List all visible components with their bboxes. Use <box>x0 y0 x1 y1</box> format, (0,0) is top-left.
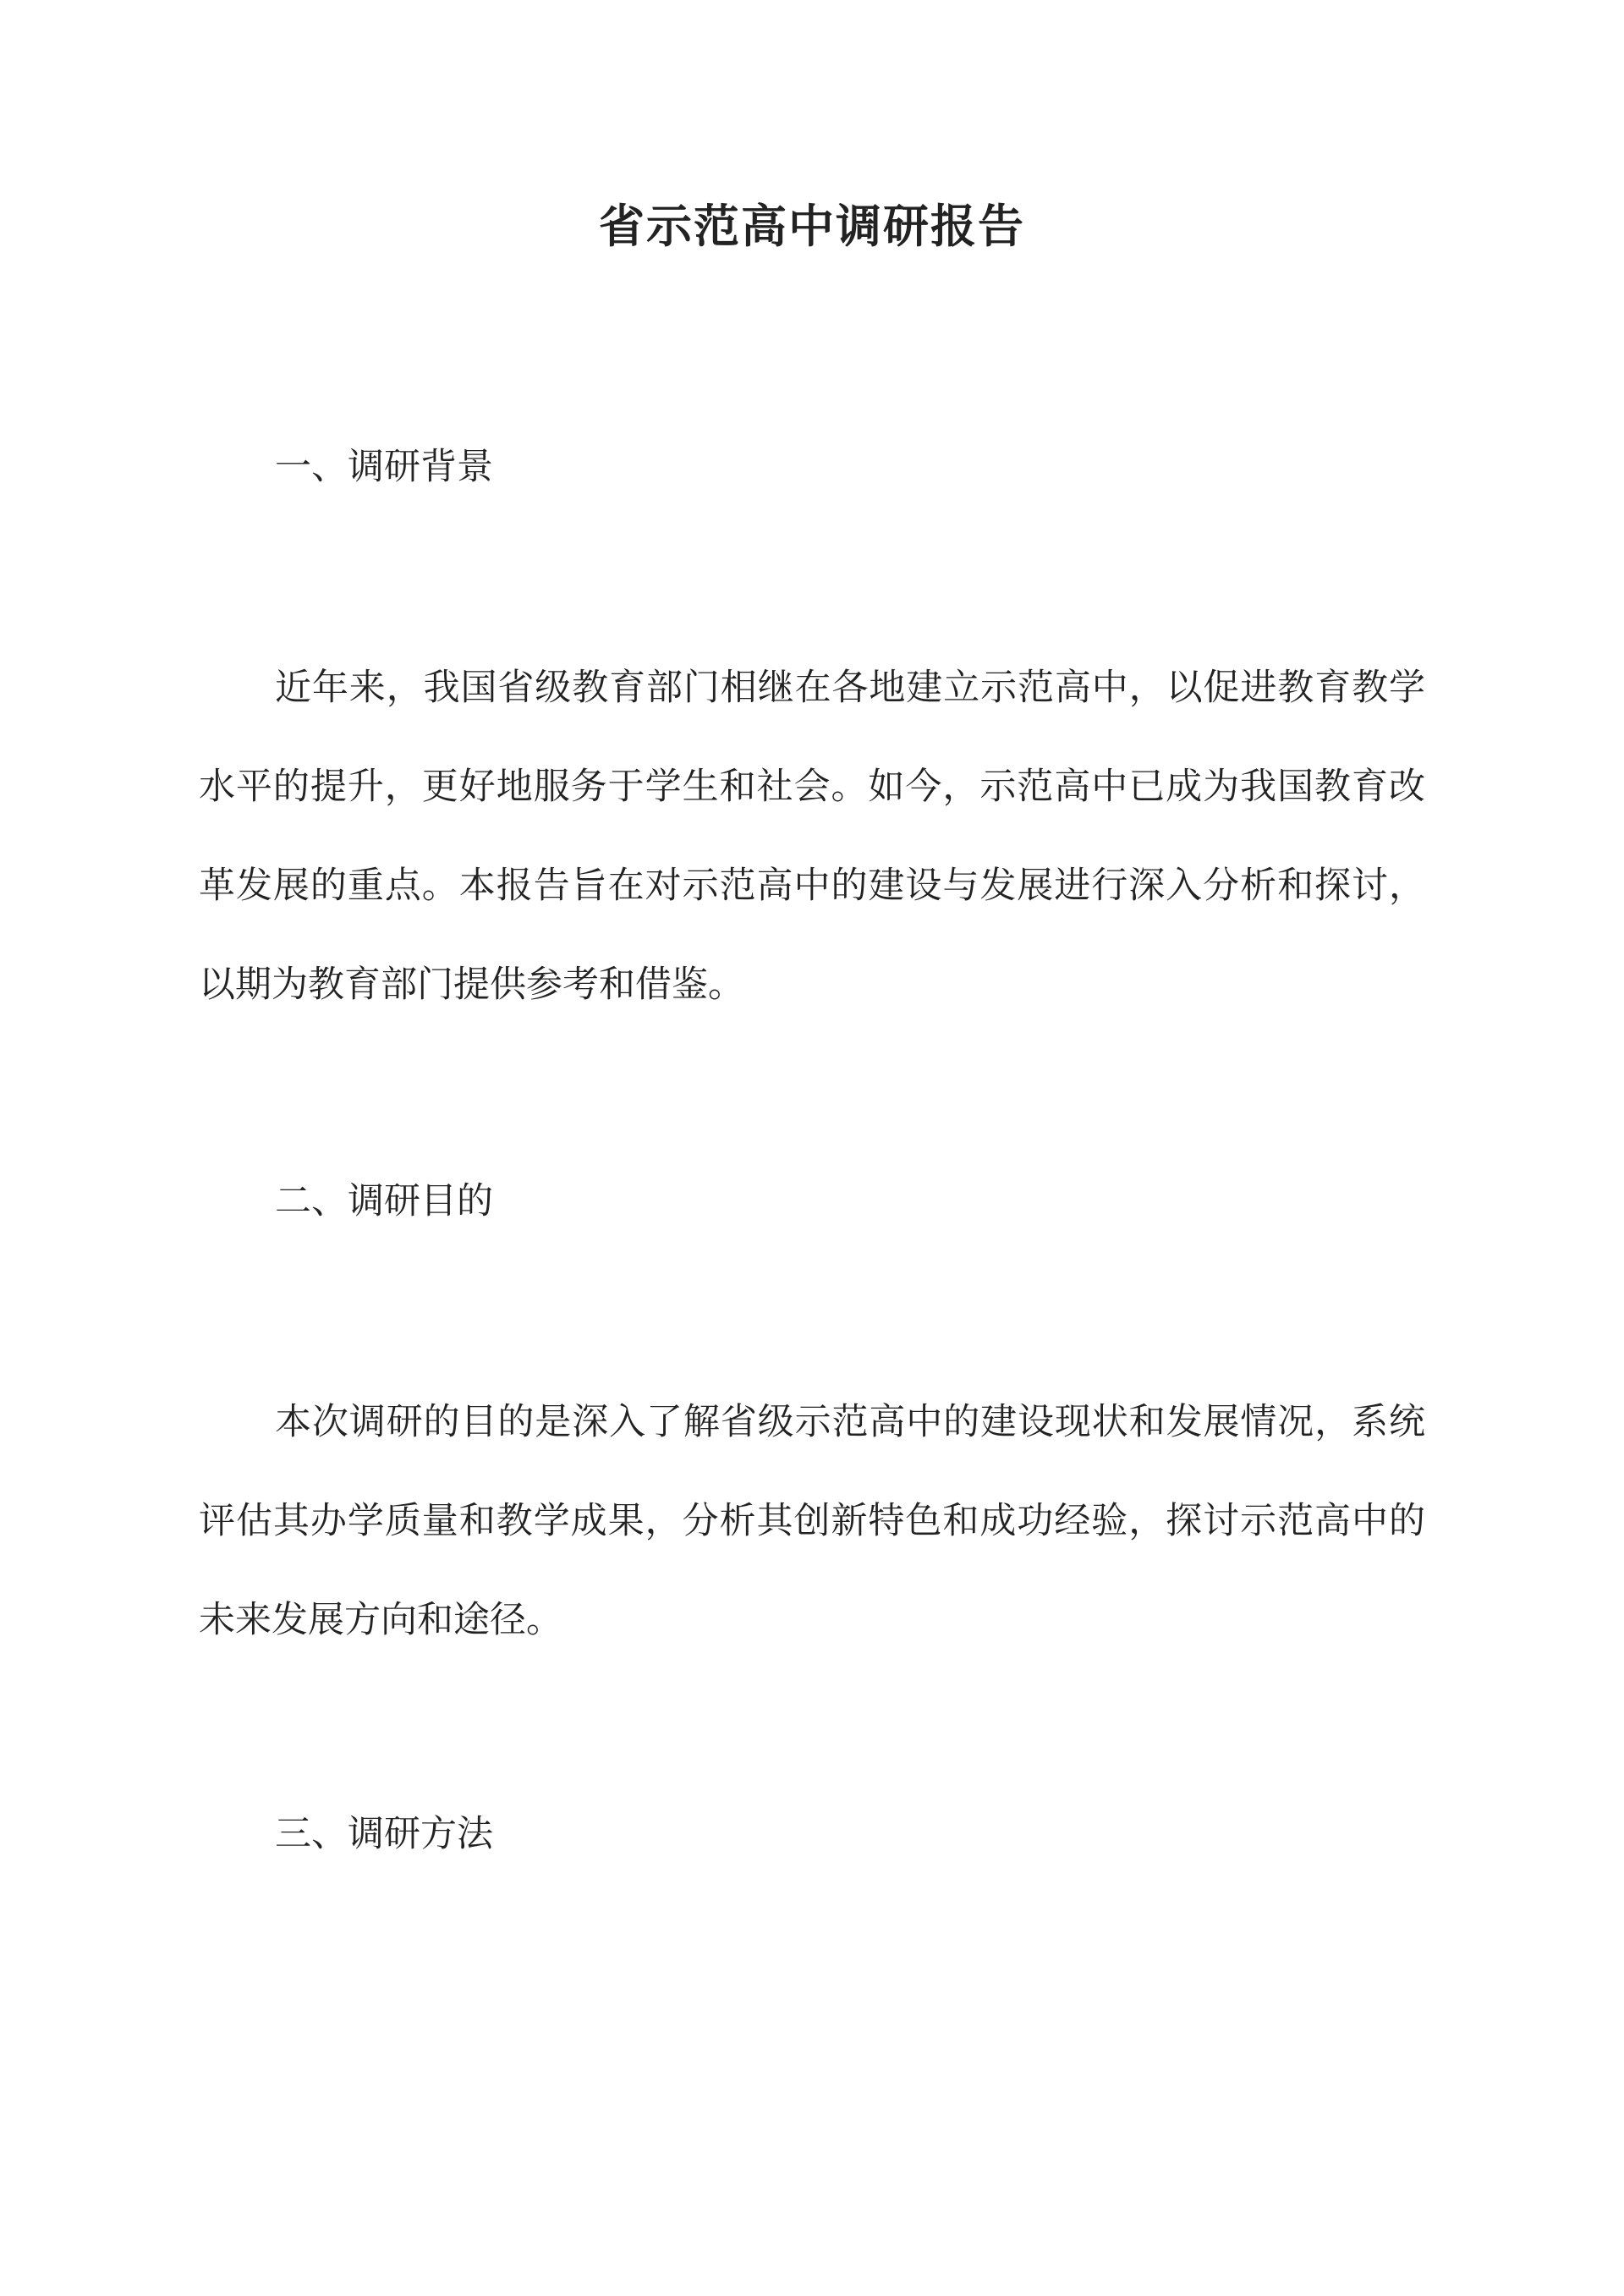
section-heading-method: 三、调研方法 <box>275 1813 493 1855</box>
document-title: 省示范高中调研报告 <box>599 200 1025 253</box>
section-heading-purpose: 二、调研目的 <box>275 1180 493 1222</box>
section-paragraph-background: 近年来，我国省级教育部门相继在各地建立示范高中，以促进教育教学水平的提升，更好地服务于学生和社会。如今，示范高中已成为我国教育改革发展的重点。本报告旨在对示范高中的建设与发展进行深入分析和探讨，以期为教育部门提供参考和借鉴。 <box>199 667 1425 1006</box>
section-paragraph-purpose: 本次调研的目的是深入了解省级示范高中的建设现状和发展情况，系统评估其办学质量和教学成果，分析其创新特色和成功经验，探讨示范高中的未来发展方向和途径。 <box>199 1401 1425 1641</box>
section-heading-background: 一、调研背景 <box>275 446 493 488</box>
